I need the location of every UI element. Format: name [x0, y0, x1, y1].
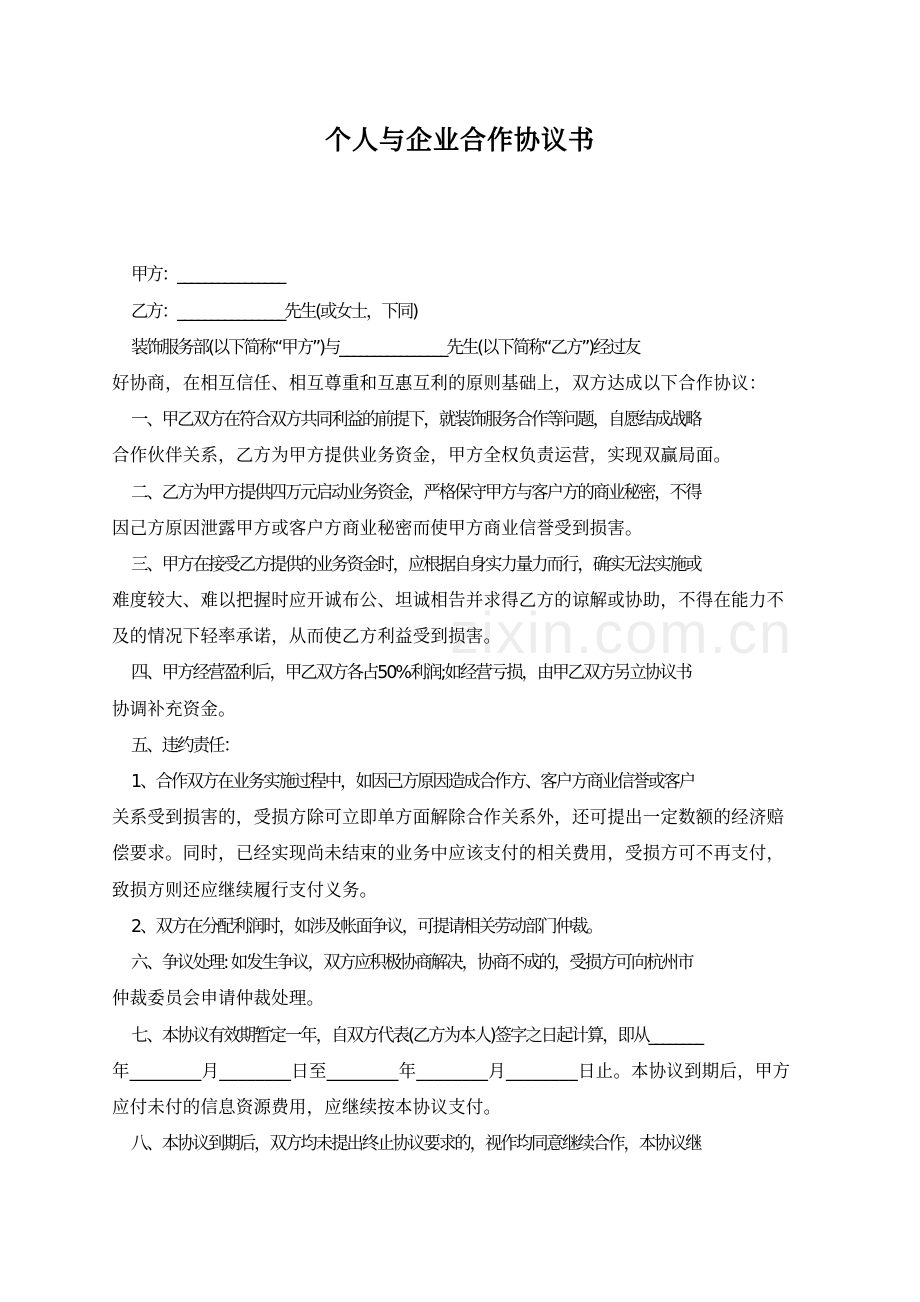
clause-6-line-1: 六、争议处理: 如发生争议，双方应积极协商解决，协商不成的，受损方可向杭州市	[131, 953, 693, 973]
clause-6-line-2: 仲裁委员会申请仲裁处理。	[112, 989, 325, 1009]
party-b-line: 乙方：________________先生(或女士，下同)	[131, 302, 417, 322]
clause-8-line-1: 八、本协议到期后，双方均未提出终止协议要求的，视作均同意继续合作，本协议继	[131, 1134, 701, 1154]
document-title: 个人与企业合作协议书	[324, 126, 595, 156]
clause-5-2-line: 2、双方在分配利润时，如涉及帐面争议，可提请相关劳动部门仲裁。	[131, 917, 602, 937]
clause-2-line-1: 二、乙方为甲方提供四万元启动业务资金，严格保守甲方与客户方的商业秘密，不得	[131, 483, 701, 503]
clause-3-line-1: 三、甲方在接受乙方提供的业务资金时，应根据自身实力量力而行，确实无法实施或	[131, 555, 701, 575]
clause-1-line-1: 一、甲乙双方在符合双方共同利益的前提下，就装饰服务合作等问题，自愿结成战略	[131, 410, 701, 430]
clause-7-line-3: 应付未付的信息资源费用，应继续按本协议支付。	[112, 1098, 502, 1118]
clause-5-1-line-2: 关系受到损害的，受损方除可立即单方面解除合作关系外，还可提出一定数额的经济赔	[112, 808, 785, 828]
clause-4-line-1: 四、甲方经营盈利后，甲乙双方各占50%利润;如经营亏损，由甲乙双方另立协议书	[131, 663, 691, 683]
clause-5-1-line-4: 致损方则还应继续履行支付义务。	[112, 881, 378, 901]
party-a-line: 甲方：________________	[131, 265, 285, 285]
clause-7-line-1: 七、本协议有效期暂定一年，自双方代表(乙方为本人)签字之日起计算，即从________	[131, 1026, 703, 1046]
clause-7-line-2: 年________月________日至________年________月________日止。本协议到期后，甲方	[112, 1062, 791, 1082]
clause-3-line-2: 难度较大、难以把握时应开诚布公、坦诚相告并求得乙方的谅解或协助，不得在能力不	[112, 591, 785, 611]
clause-5-1-line-3: 偿要求。同时，已经实现尚未结束的业务中应该支付的相关费用，受损方可不再支付，	[112, 844, 785, 864]
clause-4-line-2: 协调补充资金。	[112, 700, 236, 720]
intro-line-1: 装饰服务部(以下简称“甲方”)与________________先生(以下简称“乙方”)经过友	[131, 338, 640, 358]
watermark: zixin.com.cn	[450, 601, 794, 666]
intro-line-2: 好协商，在相互信任、相互尊重和互惠互利的原则基础上，双方达成以下合作协议：	[112, 374, 767, 394]
clause-2-line-2: 因己方原因泄露甲方或客户方商业秘密而使甲方商业信誉受到损害。	[112, 519, 643, 539]
clause-3-line-3: 及的情况下轻率承诺，从而使乙方利益受到损害。	[112, 627, 502, 647]
clause-5-1-line-1: 1、合作双方在业务实施过程中，如因己方原因造成合作方、客户方商业信誉或客户	[131, 772, 695, 792]
clause-5-heading: 五、违约责任：	[131, 736, 239, 756]
clause-1-line-2: 合作伙伴关系，乙方为甲方提供业务资金，甲方全权负责运营，实现双赢局面。	[112, 446, 732, 466]
